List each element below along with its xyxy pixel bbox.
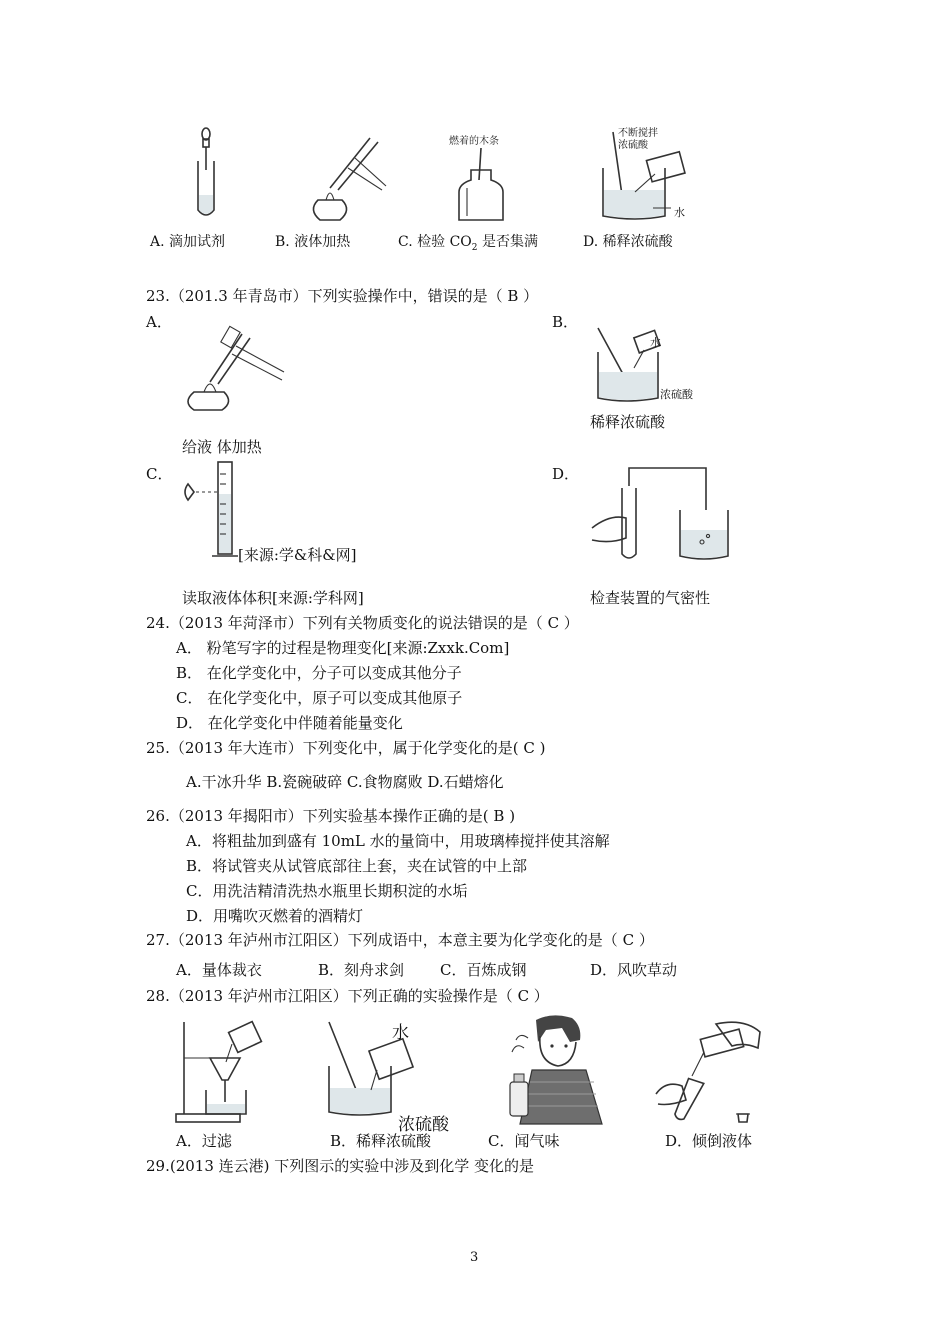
q25-stem: 25.（2013 年大连市）下列变化中，属于化学变化的是( C ) [146, 739, 546, 757]
q28-caption-b: B．稀释浓硫酸 [330, 1132, 432, 1150]
q26-option-d: D．用嘴吹灭燃着的酒精灯 [186, 907, 364, 925]
q28-b-water-label: 水 [392, 1023, 409, 1043]
q27-option-a: A．量体裁衣 [176, 961, 262, 979]
q23-option-d-label: D． [552, 465, 580, 483]
q23-caption-d: 检查装置的气密性 [590, 589, 711, 607]
fig22-c-illustration [445, 130, 535, 225]
fig22-a-illustration [180, 125, 240, 220]
fig22-caption-c: C. 检验 $CO_2$ 是否集满 [398, 234, 538, 253]
fig22-caption-d: D. 稀释浓硫酸 [583, 234, 673, 250]
q28-a-illustration [170, 1018, 280, 1128]
q27-option-b: B．刻舟求剑 [318, 961, 405, 979]
fig22-caption-b: B. 液体加热 [275, 234, 351, 250]
q23-a-illustration [180, 318, 290, 413]
q28-b-illustration [325, 1018, 435, 1123]
q23-option-a-label: A． [146, 313, 172, 331]
q23-b-water-label: 水 [650, 336, 661, 349]
fig22-b-illustration [300, 128, 390, 223]
q28-caption-c: C．闻气味 [488, 1132, 560, 1150]
fig22-c-top-label: 燃着的木条 [449, 136, 499, 147]
q26-option-c: C．用洗洁精清洗热水瓶里长期积淀的水垢 [186, 882, 468, 900]
q28-stem: 28.（2013 年泸州市江阳区）下列正确的实验操作是（ C ） [146, 987, 549, 1005]
q23-option-b-label: B． [552, 313, 579, 331]
q23-c-source-note: [来源:学&科&网] [238, 546, 357, 564]
q24-option-b: B． 在化学变化中，分子可以变成其他分子 [176, 664, 462, 682]
q27-option-d: D．风吹草动 [590, 961, 678, 979]
q28-caption-d: D．倾倒液体 [665, 1132, 753, 1150]
fig22-caption-a: A. 滴加试剂 [150, 234, 226, 250]
fig22-d-top-label: 不断搅拌 浓硫酸 [618, 128, 658, 151]
q23-d-illustration [590, 458, 730, 563]
q23-caption-a: 给液 体加热 [182, 438, 262, 456]
q28-b-acid-label: 浓硫酸 [398, 1115, 449, 1135]
q24-option-a: A． 粉笔写字的过程是物理变化[来源:Zxxk.Com] [176, 639, 510, 657]
page-number: 3 [470, 1250, 479, 1265]
q23-caption-c: 读取液体体积[来源:学科网] [182, 589, 364, 607]
q26-option-a: A．将粗盐加到盛有 10mL 水的量筒中，用玻璃棒搅拌使其溶解 [186, 832, 610, 850]
q23-b-acid-label: 浓硫酸 [660, 388, 693, 401]
q28-c-illustration [490, 1012, 610, 1127]
q24-stem: 24.（2013 年菏泽市）下列有关物质变化的说法错误的是（ C ） [146, 614, 579, 632]
q27-option-c: C．百炼成钢 [440, 961, 527, 979]
q23-c-illustration [180, 458, 240, 563]
q27-stem: 27.（2013 年泸州市江阳区）下列成语中，本意主要为化学变化的是（ C ） [146, 931, 654, 949]
q25-options: A.干冰升华 B.瓷碗破碎 C.食物腐败 D.石蜡熔化 [186, 773, 504, 791]
q23-stem: 23.（201.3 年青岛市）下列实验操作中，错误的是（ B ） [146, 287, 539, 305]
q29-stem: 29.(2013 连云港) 下列图示的实验中涉及到化学 变化的是 [146, 1157, 535, 1175]
q24-option-d: D． 在化学变化中伴随着能量变化 [176, 714, 403, 732]
q28-caption-a: A．过滤 [176, 1132, 232, 1150]
q26-stem: 26.（2013 年揭阳市）下列实验基本操作正确的是( B ) [146, 807, 516, 825]
q23-caption-b: 稀释浓硫酸 [590, 413, 666, 431]
q23-option-c-label: C． [146, 465, 173, 483]
q24-option-c: C． 在化学变化中，原子可以变成其他原子 [176, 689, 463, 707]
fig22-d-water-label: 水 [674, 206, 685, 219]
q26-option-b: B．将试管夹从试管底部往上套，夹在试管的中上部 [186, 857, 528, 875]
q28-d-illustration [652, 1018, 772, 1128]
